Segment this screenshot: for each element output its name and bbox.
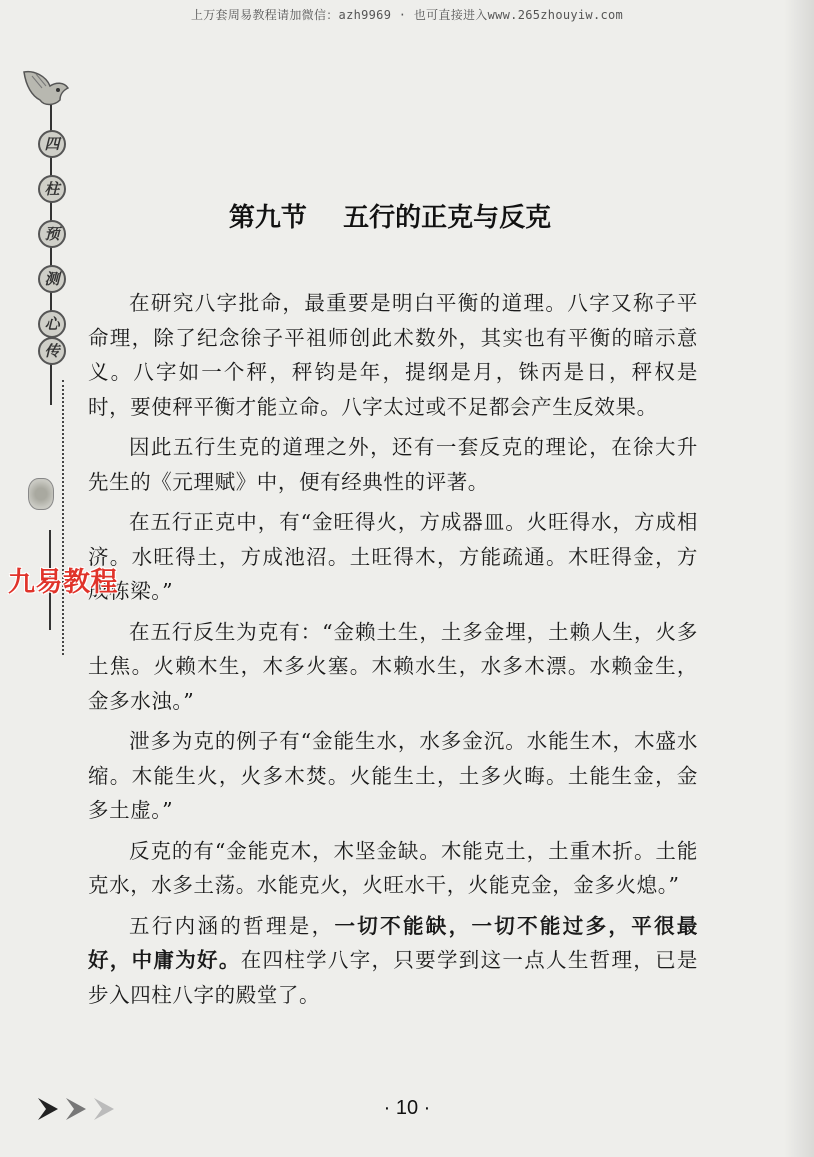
paragraph: 在五行正克中，有“金旺得火，方成器皿。火旺得水，方成相济。水旺得土，方成池沼。土旺得木，方能疏通。木旺得金，方成栋梁。” xyxy=(88,510,698,603)
sidebar-badge: 测 xyxy=(38,265,66,293)
final-paragraph xyxy=(88,909,698,1013)
watermark-logo: 九易教程 xyxy=(8,567,118,598)
sidebar-dotted-line xyxy=(62,380,64,655)
paragraph: 在五行反生为克有：“金赖土生，土多金埋，土赖人生，火多土焦。火赖木生，木多火塞。木赖水生，水多木漂。水赖金生，金多水浊。” xyxy=(88,619,698,713)
paragraph: 因此五行生克的道理之外，还有一套反克的理论，在徐大升先生的《元理赋》中，便有经典性的评著。 xyxy=(88,435,698,494)
section-title: 第九节 五行的正克与反克 xyxy=(228,203,552,233)
sidebar-ornament xyxy=(28,478,54,510)
final-paragraph-emphasis: 一切不能缺，一切不能过多，平很最好，中庸为好。 xyxy=(88,913,698,972)
paragraph: 泄多为克的例子有“金能生水，水多金沉。水能生木，木盛水缩。木能生火，火多木焚。火能生土，土多火晦。土能生金，金多土虚。” xyxy=(88,729,698,822)
sidebar-badge: 心 xyxy=(38,310,66,338)
page-number: · 10 · xyxy=(383,1097,431,1119)
paragraph: 反克的有“金能克木，木坚金缺。木能克土，土重木折。土能克水，水多土荡。水能克火，火旺水干，火能克金，金多火熄。” xyxy=(88,838,698,897)
sidebar-badge: 预 xyxy=(38,220,66,248)
bird-ornament-icon xyxy=(20,66,72,112)
page-edge-shadow xyxy=(784,0,814,1157)
final-paragraph-part2: 在四柱学八字，只要学到这一点人生哲理，已是步入四柱八字的殿堂了。 xyxy=(88,948,698,1007)
sidebar-badge: 柱 xyxy=(38,175,66,203)
sidebar-badge: 传 xyxy=(38,337,66,365)
body-text xyxy=(88,286,698,1012)
final-paragraph-part1: 五行内涵的哲理是， xyxy=(129,913,335,938)
sidebar-badge: 四 xyxy=(38,130,66,158)
header-watermark: 上万套周易教程请加微信：azh9969 · 也可直接进入www.265zhouyiw.com xyxy=(190,8,624,22)
paragraph: 在研究八字批命，最重要是明白平衡的道理。八字又称子平命理，除了纪念徐子平祖师创此术数外，其实也有平衡的暗示意义。八字如一个秤，秤钧是年，提纲是月，铢丙是日，秤权是时，要使秤平衡才能立命。八字太过或不足都会产生反效果。 xyxy=(88,291,698,419)
